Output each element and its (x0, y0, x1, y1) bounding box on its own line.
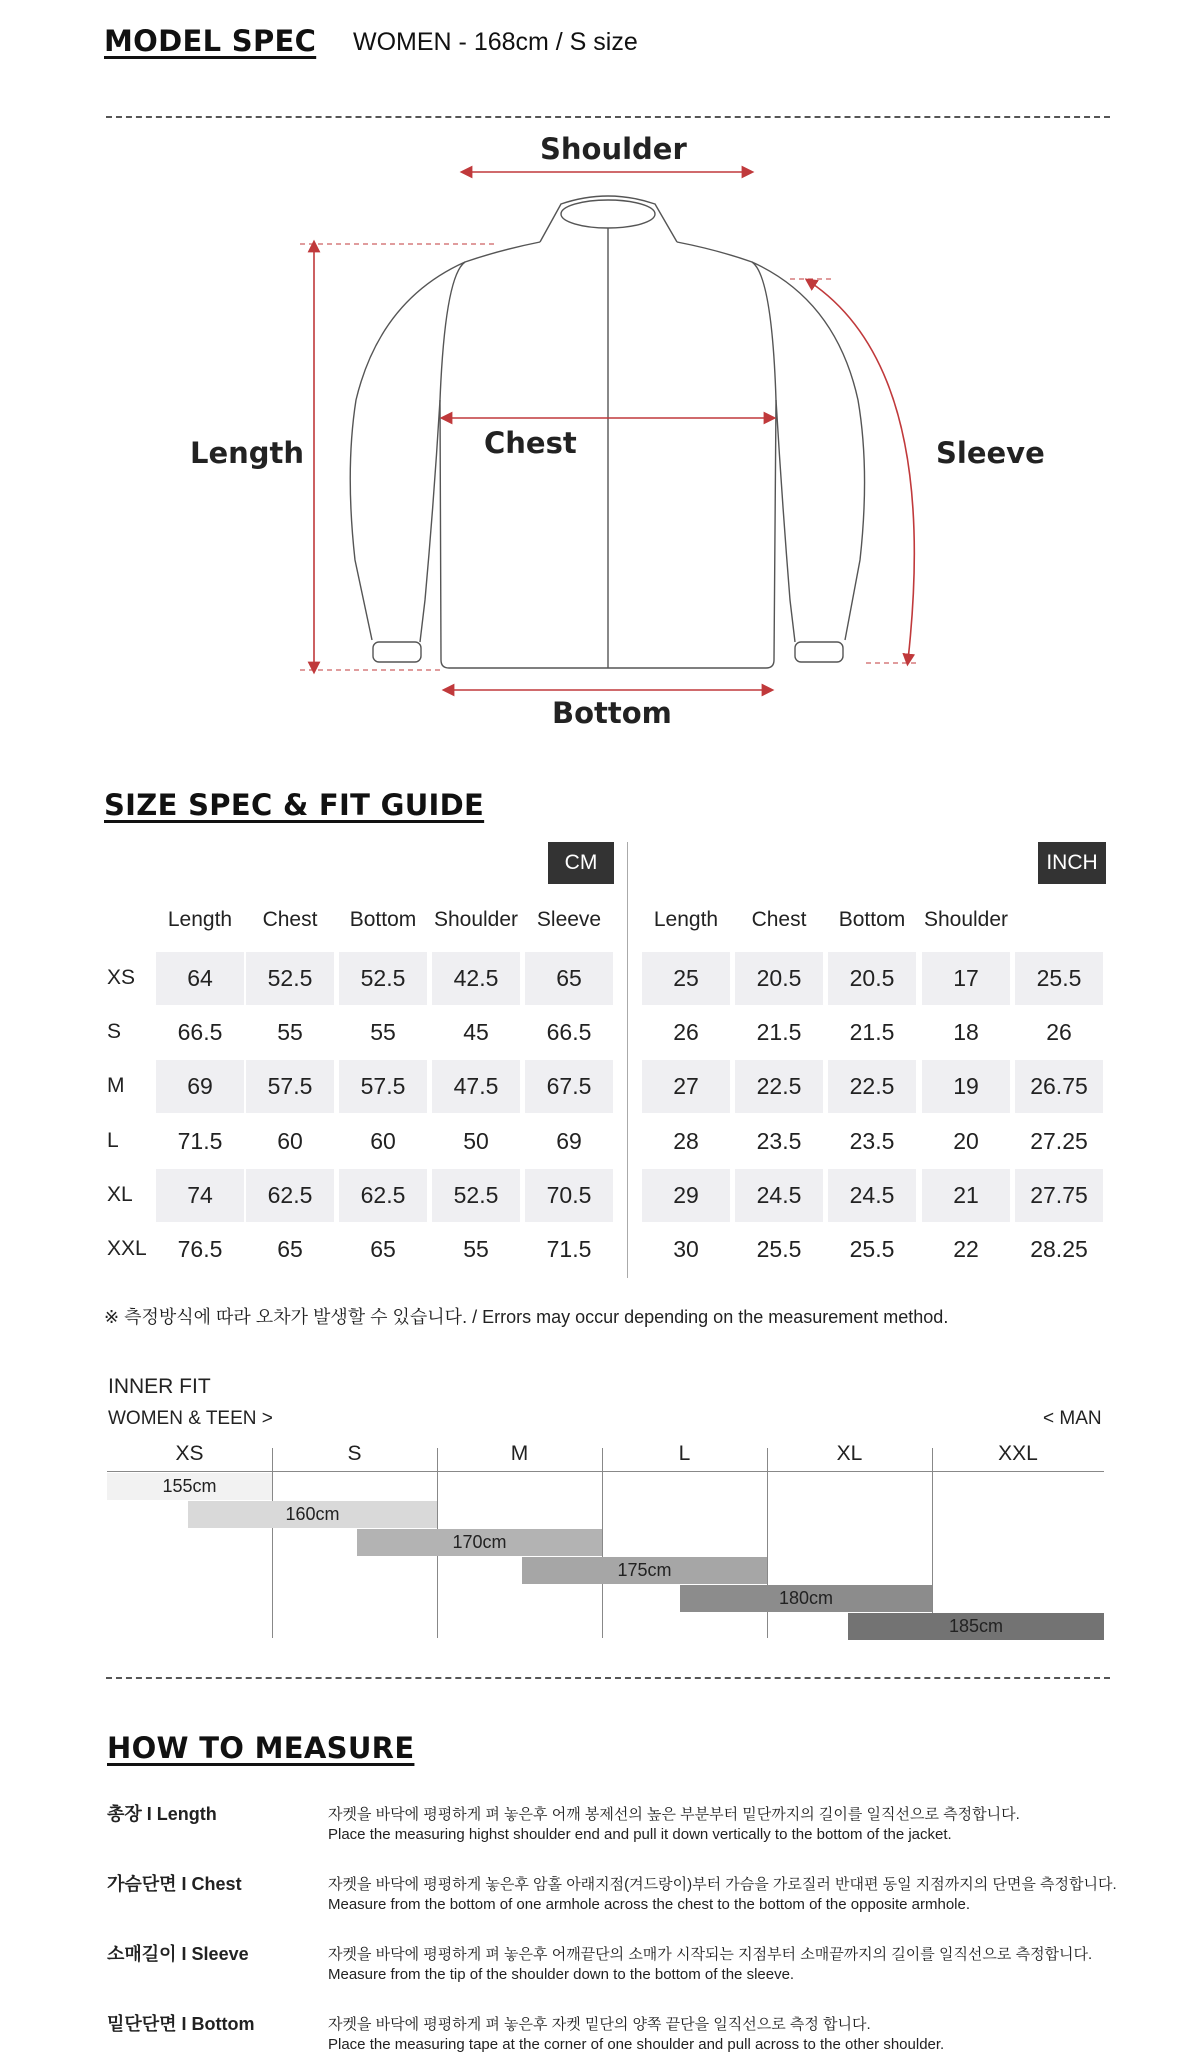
model-spec-title: MODEL SPEC (104, 24, 317, 58)
shoulder-label: Shoulder (540, 132, 687, 166)
inch-cell: 25.5 (849, 1236, 895, 1262)
cm-col-header: Bottom (349, 908, 417, 931)
divider (106, 1677, 1110, 1679)
measure-term: 가슴단면 I Chest (107, 1874, 242, 1894)
cm-cell: 67.5 (525, 1060, 613, 1113)
inch-cell: 20 (953, 1128, 979, 1154)
sleeve-line (810, 282, 914, 660)
inner-fit-gridline (272, 1448, 273, 1638)
inch-cell: 20.5 (828, 952, 916, 1005)
cm-cell: 65 (370, 1236, 396, 1262)
cm-cell: 62.5 (246, 1169, 334, 1222)
cm-cell: 60 (277, 1128, 303, 1154)
inch-cell: 26 (1046, 1019, 1072, 1045)
height-bar: 160cm (188, 1501, 437, 1528)
cm-cell: 55 (463, 1236, 489, 1262)
inner-fit-size: XS (175, 1442, 204, 1465)
inch-col-header: Length (653, 908, 719, 931)
cm-col-header: Shoulder (433, 908, 519, 931)
size-row-label: XXL (107, 1237, 147, 1260)
size-row-label: XS (107, 966, 136, 989)
cm-cell: 57.5 (246, 1060, 334, 1113)
cm-cell: 55 (370, 1019, 396, 1045)
size-row-label: XL (107, 1183, 133, 1206)
inch-cell: 27.75 (1015, 1169, 1103, 1222)
inch-cell: 23.5 (756, 1128, 802, 1154)
inner-fit-gridline (932, 1448, 933, 1638)
sleeve-label: Sleeve (936, 436, 1045, 470)
cm-cell: 64 (156, 952, 244, 1005)
size-spec-title: SIZE SPEC & FIT GUIDE (104, 788, 485, 822)
inch-cell: 22 (953, 1236, 979, 1262)
cm-cell: 57.5 (339, 1060, 427, 1113)
inch-cell: 21.5 (756, 1019, 802, 1045)
measure-note: ※ 측정방식에 따라 오차가 발생할 수 있습니다. / Errors may occur depending on the measurement method. (104, 1307, 949, 1327)
inch-cell: 24.5 (735, 1169, 823, 1222)
inch-cell: 17 (922, 952, 1010, 1005)
cm-cell: 52.5 (339, 952, 427, 1005)
inch-cell: 25 (642, 952, 730, 1005)
inch-cell: 19 (922, 1060, 1010, 1113)
inner-fit-baseline (107, 1471, 1104, 1472)
inch-cell: 24.5 (828, 1169, 916, 1222)
measure-desc-ko: 자켓을 바닥에 평평하게 펴 놓은후 자켓 밑단의 양쪽 끝단을 일직선으로 측정 합니다. (328, 2016, 871, 2033)
measure-desc-en: Measure from the tip of the shoulder down to the bottom of the sleeve. (328, 1966, 795, 1983)
cm-cell: 60 (370, 1128, 396, 1154)
cm-cell: 76.5 (177, 1236, 223, 1262)
jacket-diagram (0, 120, 1200, 740)
height-bar: 175cm (522, 1557, 767, 1584)
chest-label: Chest (484, 426, 577, 460)
inner-fit-size: S (347, 1442, 362, 1465)
inch-cell: 25.5 (1015, 952, 1103, 1005)
inch-cell: 28.25 (1030, 1236, 1088, 1262)
measure-term: 밑단단면 I Bottom (107, 2014, 255, 2034)
inch-cell: 27.25 (1030, 1128, 1088, 1154)
inch-cell: 20.5 (735, 952, 823, 1005)
cm-cell: 71.5 (177, 1128, 223, 1154)
cm-col-header: Chest (262, 908, 318, 931)
cm-cell: 47.5 (432, 1060, 520, 1113)
cm-cell: 62.5 (339, 1169, 427, 1222)
measure-desc-ko: 자켓을 바닥에 평평하게 펴 놓은후 어깨 봉제선의 높은 부분부터 밑단까지의 길이를 일직선으로 측정합니다. (328, 1806, 1020, 1823)
women-teen-label: WOMEN & TEEN > (108, 1408, 273, 1429)
size-row-label: L (107, 1129, 119, 1152)
inner-fit-size: XL (836, 1442, 863, 1465)
measure-desc-en: Place the measuring tape at the corner of one shoulder and pull across to the other shoulder. (328, 2036, 945, 2053)
inner-fit-size: L (678, 1442, 691, 1465)
inch-cell: 21.5 (849, 1019, 895, 1045)
inner-fit-gridline (602, 1448, 603, 1638)
measure-desc-en: Measure from the bottom of one armhole across the chest to the bottom of the opposite armhole. (328, 1896, 971, 1913)
measure-term: 총장 I Length (107, 1804, 217, 1824)
cm-cell: 42.5 (432, 952, 520, 1005)
inch-cell: 22.5 (735, 1060, 823, 1113)
inch-cell: 25.5 (756, 1236, 802, 1262)
cm-cell: 50 (463, 1128, 489, 1154)
size-row-label: S (107, 1020, 122, 1043)
inner-fit-title: INNER FIT (108, 1375, 211, 1398)
height-bar: 180cm (680, 1585, 932, 1612)
measure-lines (300, 172, 920, 690)
inch-badge: INCH (1038, 842, 1106, 884)
size-row-label: M (107, 1074, 125, 1097)
inch-cell: 22.5 (828, 1060, 916, 1113)
inch-cell: 27 (642, 1060, 730, 1113)
cm-cell: 52.5 (246, 952, 334, 1005)
cm-cell: 52.5 (432, 1169, 520, 1222)
model-info: WOMEN - 168cm / S size (353, 28, 638, 56)
height-bar: 170cm (357, 1529, 602, 1556)
cm-cell: 65 (525, 952, 613, 1005)
cm-cell: 69 (156, 1060, 244, 1113)
how-to-measure-title: HOW TO MEASURE (107, 1731, 415, 1765)
table-divider (627, 842, 628, 1278)
inch-col-header: Bottom (838, 908, 906, 931)
inch-cell: 28 (673, 1128, 699, 1154)
measure-desc-ko: 자켓을 바닥에 평평하게 펴 놓은후 어깨끝단의 소매가 시작되는 지점부터 소매끝까지의 길이를 일직선으로 측정합니다. (328, 1946, 1093, 1963)
inner-fit-size: XXL (998, 1442, 1038, 1465)
jacket-outline (350, 196, 864, 668)
cm-cell: 71.5 (546, 1236, 592, 1262)
cm-cell: 70.5 (525, 1169, 613, 1222)
cm-cell: 55 (277, 1019, 303, 1045)
inch-cell: 21 (922, 1169, 1010, 1222)
cm-cell: 74 (156, 1169, 244, 1222)
inner-fit-size: M (510, 1442, 529, 1465)
bottom-label: Bottom (552, 696, 672, 730)
cm-badge: CM (548, 842, 614, 884)
height-bar: 185cm (848, 1613, 1104, 1640)
cm-cell: 66.5 (177, 1019, 223, 1045)
measure-desc-ko: 자켓을 바닥에 평평하게 놓은후 암홀 아래지점(겨드랑이)부터 가슴을 가로질러 반대편 동일 지점까지의 단면을 측정합니다. (328, 1876, 1117, 1893)
height-bar: 155cm (107, 1473, 272, 1500)
divider (106, 116, 1110, 118)
inch-col-header: Chest (751, 908, 807, 931)
inch-cell: 18 (953, 1019, 979, 1045)
inch-cell: 29 (642, 1169, 730, 1222)
inch-cell: 30 (673, 1236, 699, 1262)
cm-cell: 45 (463, 1019, 489, 1045)
cm-cell: 69 (556, 1128, 582, 1154)
cm-col-header: Length (167, 908, 233, 931)
cm-cell: 65 (277, 1236, 303, 1262)
inch-cell: 26.75 (1015, 1060, 1103, 1113)
inch-col-header: Shoulder (923, 908, 1009, 931)
cm-cell: 66.5 (546, 1019, 592, 1045)
cm-col-header: Sleeve (536, 908, 602, 931)
measure-desc-en: Place the measuring highst shoulder end and pull it down vertically to the bottom of the jacket. (328, 1826, 952, 1843)
measure-term: 소매길이 I Sleeve (107, 1944, 249, 1964)
inch-cell: 23.5 (849, 1128, 895, 1154)
inch-cell: 26 (673, 1019, 699, 1045)
man-label: < MAN (1043, 1408, 1102, 1429)
length-label: Length (190, 436, 305, 470)
